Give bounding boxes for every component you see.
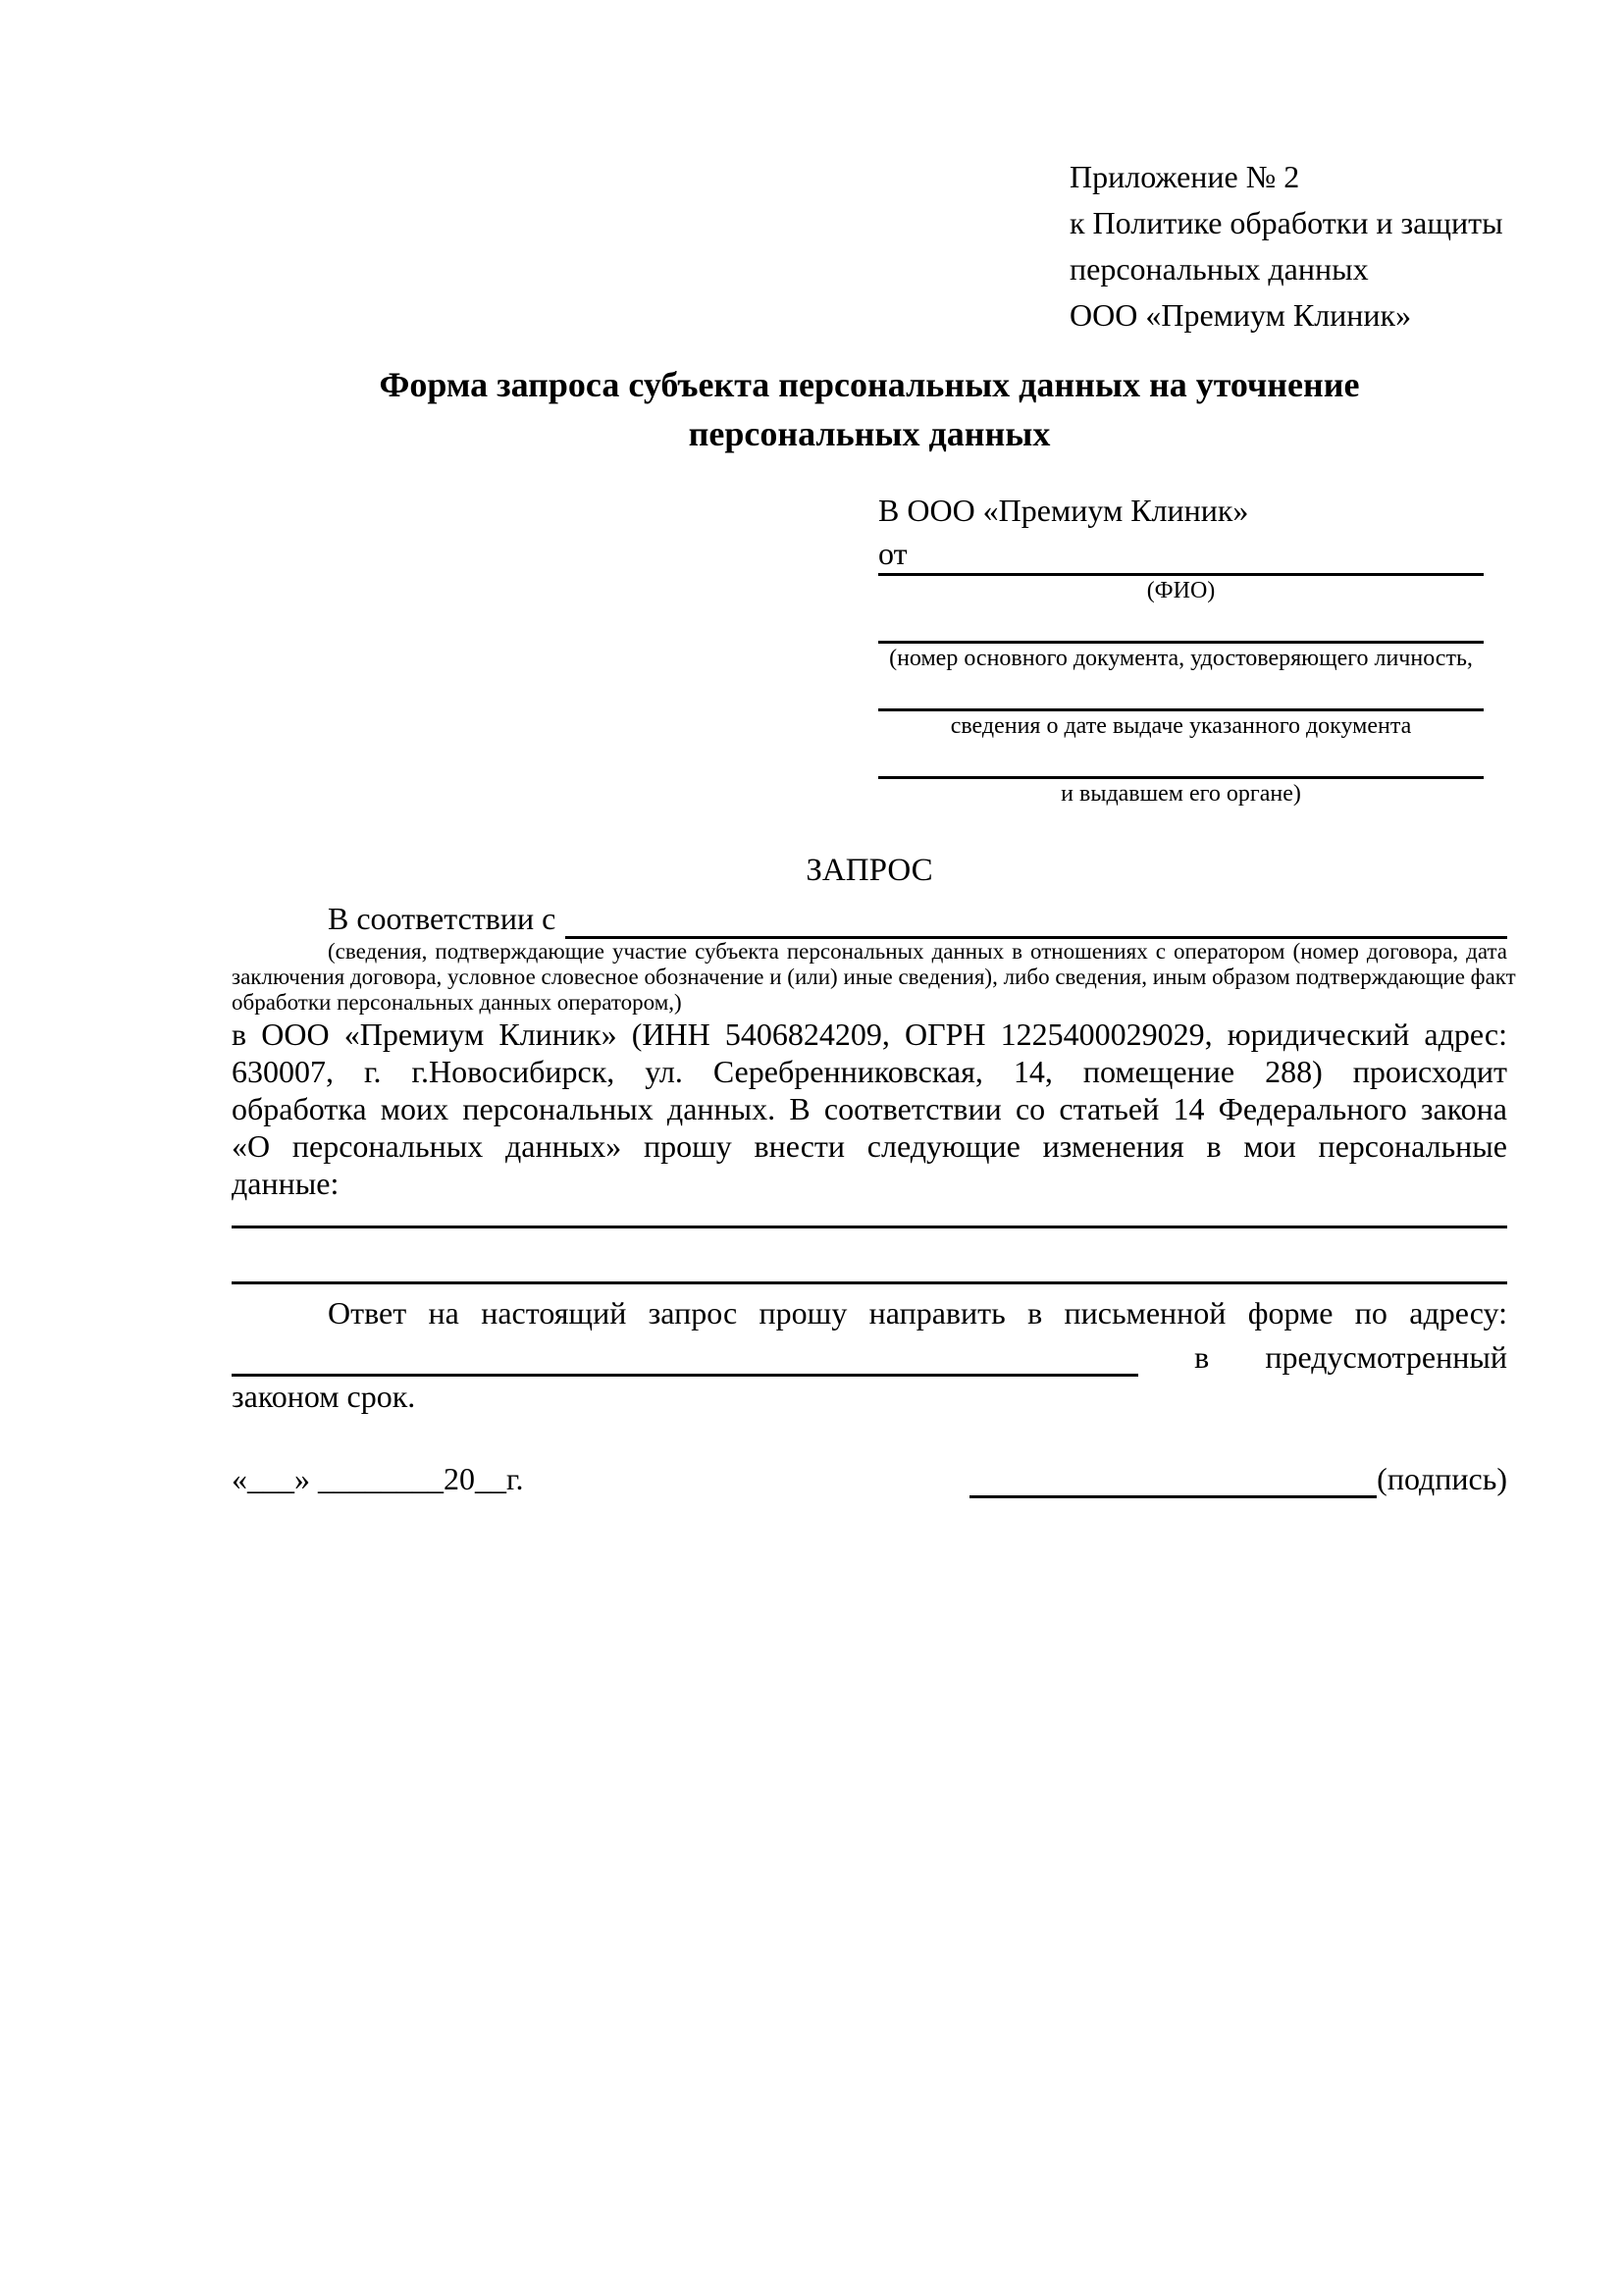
blank-line-address <box>232 1337 1138 1377</box>
form-field-issuing-authority <box>878 776 1484 809</box>
form-field-issue-date <box>878 708 1484 741</box>
fine-print-line: обработки персональных данных оператором,) <box>232 990 682 1015</box>
signature-group <box>969 1459 1507 1498</box>
document-title-line: Форма запроса субъекта персональных данных на уточнение <box>379 365 1360 404</box>
accordance-line <box>232 894 1507 939</box>
body-line: данные: <box>232 1166 340 1201</box>
field-caption-issue-date: сведения о дате выдаче указанного документа <box>950 713 1412 739</box>
blank-line-signature <box>969 1465 1377 1498</box>
body-line: «О персональных данных» прошу внести следующие изменения в мои персональные <box>232 1128 1507 1164</box>
field-caption-issuing-authority: и выдавшем его органе) <box>1061 781 1301 807</box>
appendix-header <box>1070 154 1507 339</box>
reply-address-row <box>232 1331 1507 1377</box>
addressee-to: В ООО «Премиум Клиник» <box>878 493 1249 528</box>
addressee-from: от <box>878 536 908 571</box>
fine-print-line: (сведения, подтверждающие участие субъекта персональных данных в отношениях с оператором (номер договора, дата <box>328 939 1507 964</box>
fine-print-note <box>232 939 1516 1016</box>
accordance-prefix: В соответствии с <box>328 901 556 936</box>
field-caption-fio: (ФИО) <box>1146 578 1216 603</box>
request-heading: ЗАПРОС <box>806 853 933 888</box>
signature-caption: (подпись) <box>1377 1461 1507 1496</box>
date-blank: «___» ________20__г. <box>232 1461 524 1496</box>
blank-line-changes-1 <box>232 1226 1507 1228</box>
blank-line-accordance <box>565 902 1507 939</box>
body-line: 630007, г. г.Новосибирск, ул. Серебренниковская, 14, помещение 288) происходит <box>232 1054 1507 1089</box>
appendix-line: к Политике обработки и защиты <box>1070 205 1503 240</box>
appendix-line: ООО «Премиум Клиник» <box>1070 297 1412 333</box>
body-paragraph <box>232 1016 1507 1202</box>
reply-request-line: Ответ на настоящий запрос прошу направить в письменной форме по адресу: <box>328 1295 1507 1331</box>
appendix-line: персональных данных <box>1070 251 1369 287</box>
addressee-block <box>878 488 1484 809</box>
document-title <box>320 360 1419 458</box>
appendix-line: Приложение № 2 <box>1070 159 1300 194</box>
reply-tail-line: законом срок. <box>232 1379 416 1414</box>
reply-suffix-word: в <box>1194 1339 1210 1375</box>
body-line: обработка моих персональных данных. В соответствии со статьей 14 Федерального закона <box>232 1091 1507 1126</box>
date-signature-row <box>232 1459 1507 1498</box>
field-caption-document-number: (номер основного документа, удостоверяющего личность, <box>889 646 1473 671</box>
form-field-fio <box>878 573 1484 605</box>
document-title-line: персональных данных <box>688 414 1051 453</box>
blank-line-changes-2 <box>232 1281 1507 1284</box>
form-field-document-number <box>878 641 1484 673</box>
body-line: в ООО «Премиум Клиник» (ИНН 5406824209, ОГРН 1225400029029, юридический адрес: <box>232 1017 1507 1052</box>
reply-suffix-word: предусмотренный <box>1265 1339 1507 1375</box>
fine-print-line: заключения договора, условное словесное обозначение и (или) иные сведения), либо сведения, иным образом подтверждающие факт <box>232 965 1516 989</box>
